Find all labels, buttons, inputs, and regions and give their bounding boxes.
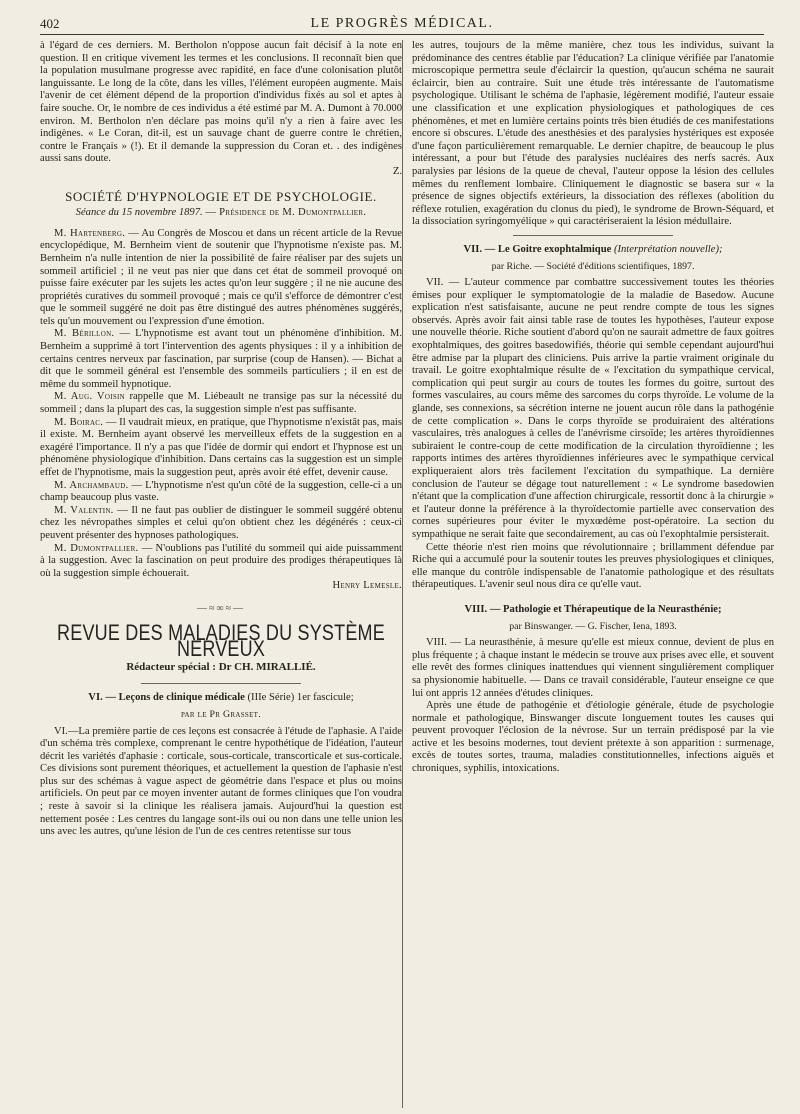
voisin-paragraph: M. Aug. Voisin rappelle que M. Liébeault ne transige pas sur la nécessité du sommeil ; dans la plupart des cas, la suggestion simple n'est pas suffisante.	[40, 391, 402, 416]
intro-paragraph: à l'égard de ces derniers. M. Bertholon n'oppose aucun fait décisif à la note en question. Il en critique vivement les termes et les conclusions. Il reconnaît bien que la population musulmane progresse avec rapidité, en face d'une colonisation plutôt languissante. Le long de la côte, dans les villes, l'élément européen augmente. Mais l'avenir de cet élément dépend de la proportion d'individus fixés au sol et aptes à faire souche. Or, le nombre de ces individus a été estimé par M. A. Dumont à 70.000 environ. M. Bertholon n'en déclare pas moins qu'il n'y a rien à faire avec les indigènes. « Le Coran, dit-il, est un sauvage chant de guerre contre le chrétien, contre le Français » (!). Et il demande la suppression du Coran et. . des indigènes aussi sans doute. Z.	[40, 40, 402, 177]
article-8-paragraph-2: Après une étude de pathogénie et d'étiologie générale, étude de psychologie normale et pathologique, Binswanger discute longuement toutes les causes qui peuvent provoquer l'éclosion de la névrose. Sur un terrain prédisposé par la vie active et les besoins modernes, tout devient prétexte à son apparition : surmenage, excès de toutes sortes, trauma, maladies constitutionnelles, infections aiguës et chroniques, syphilis, intoxications.	[412, 700, 774, 775]
dumontpallier-paragraph: M. Dumontpallier. — N'oublions pas l'utilité du sommeil qui aide puissamment à la suggestion. Avec la fascination on peut produire des prodiges thérapeutiques là où la suggestion simple échouerait. Henry Lemesle.	[40, 542, 402, 592]
article-8-title: VIII. — Pathologie et Thérapeutique de la Neurasthénie;	[464, 603, 722, 615]
revue-title: REVUE DES MALADIES DU SYSTÈME NERVEUX	[57, 619, 385, 661]
society-session-line	[40, 207, 402, 220]
society-presidence: — Présidence de M. Dumontpallier.	[205, 207, 367, 219]
report-signature: Henry Lemesle.	[332, 580, 402, 592]
header-rule	[40, 34, 764, 35]
valentin-paragraph: M. Valentin. — Il ne faut pas oublier de distinguer le sommeil suggéré obtenu chez les névropathes simples et celui qu'on obtient chez les dégénérés : ceux-ci peuvent présenter des hypnoses pathologiques.	[40, 504, 402, 541]
article-8-heading	[412, 604, 774, 617]
column-divider	[402, 40, 403, 1108]
article-6-title: VI. — Leçons de clinique médicale	[88, 692, 245, 704]
article-6-series: (IIIe Série) 1er fascicule;	[247, 692, 354, 704]
boirac-paragraph: M. Boirac. — Il vaudrait mieux, en pratique, que l'hypnotisme n'existât pas, mais il existe. M. Bernheim ayant observé les merveilleux effets de la suggestion en a exagéré l'importance. Il n'y a pas que l'idée de dormir qui endort et l'hypnose est un phénomène physiologique d'inhibition. Dans certains cas la suggestion est un simple effet de l'hypnotisme, mais la suggestion peut, après avoir été effet, devenir cause.	[40, 416, 402, 478]
speaker-boirac: M. Boirac.	[54, 416, 104, 428]
left-column	[40, 40, 402, 1110]
archambaud-paragraph: M. Archambaud. — L'hypnotisme n'est qu'un côté de la suggestion, celle-ci a un champ beaucoup plus vaste.	[40, 479, 402, 504]
article-6-paragraph: VI.—La première partie de ces leçons est consacrée à l'étude de l'aphasie. A l'aide d'un schéma très complexe, comprenant le centre hypothétique de l'idéation, l'auteur décrit les variétés d'aphasie : corticale, sous-corticale, transcorticale et sus-corticale. Ces divisions sont purement théoriques, et actuellement la question de l'aphasie n'est plus sur des schémas à vague aspect de géométrie dans l'espace et plus ou moins artificiels. On peut par ce moyen inventer autant de formes cliniques que l'on voudra ; reste à savoir si la clinique les réalisera jamais. Aujourd'hui la question est nettement posée : Les centres du langage sont-ils oui ou non dans une telle union les uns avec les autres, qu'une lésion de l'un de ces centres retentisse sur tous	[40, 725, 402, 838]
speaker-voisin: M. Aug. Voisin	[54, 391, 126, 403]
article-8-paragraph: VIII. — La neurasthénie, à mesure qu'elle est mieux connue, devient de plus en plus fréquente ; à chaque instant le médecin se trouve aux prises avec elle, et souvent elle revêt des formes cliniques inattendues qui viennent singulièrement compliquer sa physionomie habituelle. — Dans ce travail considérable, l'auteur enseigne ce que lui ont appris 12 années d'études cliniques.	[412, 637, 774, 699]
article-7-title: VII. — Le Goitre exophtalmique	[463, 243, 612, 255]
journal-title: LE PROGRÈS MÉDICAL.	[310, 16, 494, 31]
intro-signature: Z.	[392, 165, 402, 177]
article-7-interpretation: (Interprétation nouvelle);	[613, 243, 723, 255]
article-6-continuation: les autres, toujours de la même manière, chez tous les individus, suivant la prédominance des centres établie par l'éducation? La clinique vérifiée par l'anatomie microscopique permettra seule d'éclaircir la question, qu'aucun schéma ne saurait éclaircir, bien au contraire. Suit une étude très intéressante de l'automatisme psychologique. Utilisant le schéma de l'aphasie, légèrement modifié, l'auteur essaie une classification et une explication physiologiques et pathologiques de ces phénomènes, et met en lumière certains points très bien étudiés de ces manifestations encore si obscures. L'étude des anesthésies et des paralysies hystériques est exposée d'une façon particulièrement remarquable. Le dernier chapitre, de beaucoup le plus intéressant, a pour but l'étude des paralysies nucléaires des nerfs sacrés. Aux paralysies par lésions de la queue de cheval, l'auteur oppose la lésion des cellules mêmes du renflement lombaire. Cliniquement le diagnostic se basera sur « la présence de signes objectifs extérieurs, la dissociation des réflexes (abolition du réflexe rotulien, exagération du clonus du pied), le syndrome de Brown-Séquard, et la dissociation syringomyélique » qui caractériseraient la lésion médullaire.	[412, 40, 774, 228]
right-column	[412, 40, 774, 1110]
speaker-dumontpallier: M. Dumontpallier.	[54, 542, 139, 554]
hartenberg-paragraph: M. Hartenberg. — Au Congrès de Moscou et dans un récent article de la Revue encyclopédique, M. Bernheim vient de soutenir que l'hypnotisme n'existe pas. M. Bernheim n'a nulle intention de nier la possibilité de faire réaliser par des sujets un sommeil artificiel ; il ne veut pas nier que dans cet état de sommeil provoqué on puisse faire exécuter par les sujets les actes qu'on leur suggère ; il ne nie aucune des propriétés curatives du sommeil provoqué ; mais ce qu'il s'efforce de démontrer c'est que le sommeil suggéré ne doit pas être distingué des autres phénomènes suggérés, tels qu'un mouvement ou l'expression d'une émotion.	[40, 227, 402, 327]
short-rule	[141, 683, 301, 684]
article-6-author: par le Pr Grasset.	[181, 708, 261, 720]
running-header	[40, 14, 764, 34]
article-7-paragraph-2: Cette théorie n'est rien moins que révolutionnaire ; brillamment défendue par Riche qui a accumulé pour la soutenir toutes les preuves physiologiques et cliniques, elle manque du contrôle indispensable de l'anatomie pathologique et des résultats thérapeutiques. L'avenir seul nous dira ce qu'elle vaut.	[412, 541, 774, 591]
page-number: 402	[40, 16, 60, 31]
revue-editor: Rédacteur spécial : Dr CH. MIRALLIÉ.	[126, 660, 316, 673]
speaker-valentin: M. Valentin.	[54, 504, 114, 516]
article-7-author: par Riche. — Société d'éditions scientifiques, 1897.	[491, 260, 695, 272]
article-7-paragraph: VII. — L'auteur commence par combattre successivement toutes les théories émises pour expliquer le symptomatologie de la maladie de Basedow. Aucune explication n'est satisfaisante, aucune ne peut rendre compte de tous les signes observés. Après avoir fait ainsi table rase de toutes les hypothèses, l'auteur expose une nouvelle théorie. Riche soutient d'abord qu'on ne saurait admettre de faux goitres exophtalmiques, des goitres basedowifiés, théorie qui semble cependant aujourd'hui être admise par la plupart des cliniciens. Puis arrive la partie vraiment originale du travail. Le goitre exophtalmique résulte de « l'excitation du sympathique cervical, complication qui peut surgir au cours de toutes les formes du goitre, surtout des formes vasculaires, au cours même des sarcomes du corps thyroïde. Le volume de la glande, ses connexions, sa sécrétion interne ne jouent aucun rôle dans la pathogénie de cette complication ». Dans le corps thyroïde se produiraient des altérations vasculaires, très analogues à celles de l'anévrisme cirsoïde; les artères thyroïdiennes subiraient le contre-coup de cette modification de la circulation thyroïdienne ; les rapports intimes des artères thyroïdiennes inférieures avec le sympathique cervical expliqueraient alors très facilement l'excitation du sympathique. La dernière conclusion de l'auteur se dégage tout naturellement : « Le syndrome basedowien n'étant que la complication d'une affection chirurgicale, ressortit donc à la chirurgie » et l'auteur donne la préférence à la thyroïdectomie partielle avec conservation des cornes supérieures pour éviter le myxœdème post-opératoire. La section du sympathique ne serait faite que secondairement, au cas où l'exophtalmie persisterait.	[412, 277, 774, 540]
article-8-author: par Binswanger. — G. Fischer, Iena, 1893.	[509, 620, 677, 632]
short-rule-2	[513, 235, 673, 236]
speaker-archambaud: M. Archambaud.	[54, 479, 129, 491]
society-session: Séance du 15 novembre 1897.	[75, 207, 203, 219]
berillon-paragraph: M. Bérillon. — L'hypnotisme est avant tout un phénomène d'inhibition. M. Bernheim a supprimé à tort l'intervention des agents physiques : il y a inhibition de certains centres nerveux par fascination, par surprise (coup de Hansen). — Bichat a dit que le sommeil général est l'ensemble des sommeils particuliers ; il en est de même du sommeil hypnotique.	[40, 328, 402, 390]
speaker-hartenberg: M. Hartenberg.	[54, 227, 126, 239]
speaker-berillon: M. Bérillon.	[54, 328, 115, 340]
society-title: SOCIÉTÉ D'HYPNOLOGIE ET DE PSYCHOLOGIE.	[65, 188, 377, 204]
article-7-heading	[412, 244, 774, 257]
ornament-divider: —≈∞≈—	[196, 602, 246, 614]
article-6-heading	[40, 692, 402, 705]
